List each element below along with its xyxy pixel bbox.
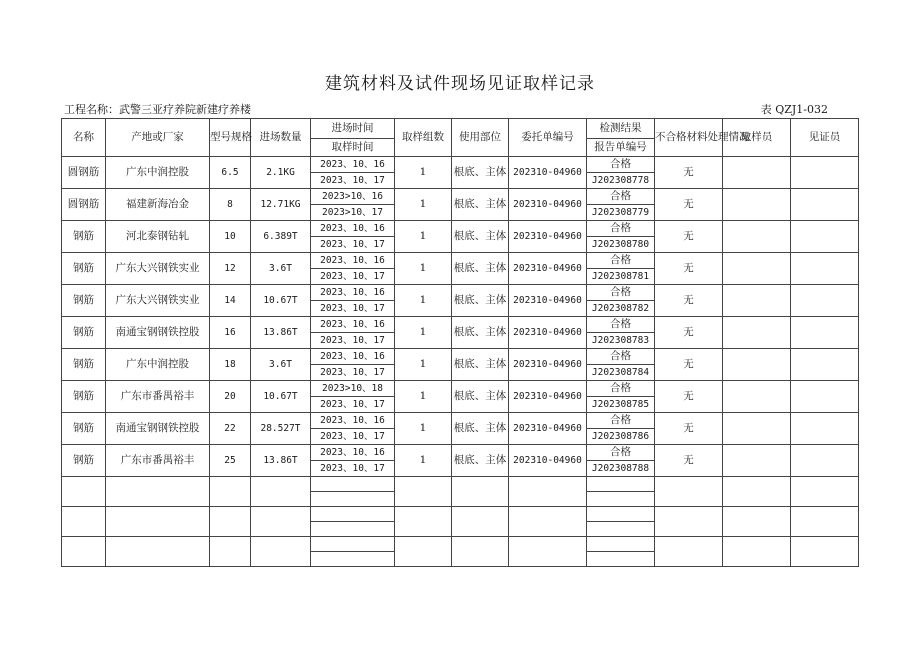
cell-qty: 6.389T [251, 221, 311, 253]
cell-location: 根底、主体 [452, 413, 509, 445]
cell-order-no: 202310-04960 [509, 285, 587, 317]
cell-sample-time: 2023、10、17 [311, 173, 395, 189]
table-header [62, 119, 859, 157]
project-name: 工程名称：武警三亚疗养院新建疗养楼 [64, 103, 251, 116]
cell-qty: 2.1KG [251, 157, 311, 189]
empty-cell [791, 477, 859, 507]
form-code: 表 QZJ1-032 [760, 103, 828, 116]
cell-order-no: 202310-04960 [509, 445, 587, 477]
cell-groups: 1 [395, 189, 452, 221]
empty-cell [655, 507, 723, 537]
cell-name: 钢筋 [62, 413, 106, 445]
cell-report-no: J202308779 [587, 205, 655, 221]
cell-report-no: J202308780 [587, 237, 655, 253]
cell-location: 根底、主体 [452, 349, 509, 381]
empty-cell [655, 537, 723, 567]
cell-name: 钢筋 [62, 253, 106, 285]
cell-entry-time: 2023、10、16 [311, 317, 395, 333]
cell-model: 8 [210, 189, 251, 221]
cell-result: 合格 [587, 445, 655, 461]
col-groups: 取样组数 [395, 119, 452, 157]
cell-witness [791, 221, 859, 253]
cell-witness [791, 157, 859, 189]
cell-nonconform: 无 [655, 157, 723, 189]
cell-location: 根底、主体 [452, 221, 509, 253]
cell-location: 根底、主体 [452, 157, 509, 189]
cell-report-no: J202308781 [587, 269, 655, 285]
cell-model: 16 [210, 317, 251, 349]
col-name: 名称 [62, 119, 106, 157]
empty-cell [723, 507, 791, 537]
cell-result: 合格 [587, 317, 655, 333]
cell-witness [791, 349, 859, 381]
empty-cell [452, 507, 509, 537]
cell-origin: 河北泰钢钻轧 [106, 221, 210, 253]
cell-sample-time: 2023、10、17 [311, 237, 395, 253]
empty-cell [311, 537, 395, 552]
cell-report-no: J202308782 [587, 301, 655, 317]
cell-sample-time: 2023>10、17 [311, 205, 395, 221]
cell-sampler [723, 349, 791, 381]
col-order-no: 委托单编号 [509, 119, 587, 157]
empty-cell [791, 537, 859, 567]
cell-order-no: 202310-04960 [509, 253, 587, 285]
col-sample-time: 取样时间 [311, 139, 395, 157]
cell-report-no: J202308788 [587, 461, 655, 477]
empty-cell [311, 552, 395, 567]
cell-model: 12 [210, 253, 251, 285]
table-row [62, 253, 859, 269]
cell-nonconform: 无 [655, 413, 723, 445]
cell-result: 合格 [587, 221, 655, 237]
col-report-no: 报告单编号 [587, 139, 655, 157]
table-row [62, 381, 859, 397]
cell-qty: 3.6T [251, 253, 311, 285]
cell-name: 钢筋 [62, 317, 106, 349]
cell-groups: 1 [395, 253, 452, 285]
cell-order-no: 202310-04960 [509, 349, 587, 381]
table-row [62, 349, 859, 365]
empty-row [62, 507, 859, 522]
cell-origin: 福建新海冶金 [106, 189, 210, 221]
cell-sampler [723, 253, 791, 285]
cell-witness [791, 445, 859, 477]
cell-name: 钢筋 [62, 381, 106, 413]
table-row [62, 221, 859, 237]
cell-result: 合格 [587, 157, 655, 173]
cell-qty: 28.527T [251, 413, 311, 445]
cell-groups: 1 [395, 445, 452, 477]
empty-cell [311, 522, 395, 537]
cell-report-no: J202308778 [587, 173, 655, 189]
col-qty: 进场数量 [251, 119, 311, 157]
cell-entry-time: 2023>10、18 [311, 381, 395, 397]
cell-groups: 1 [395, 285, 452, 317]
cell-origin: 广东大兴钢铁实业 [106, 285, 210, 317]
empty-cell [587, 537, 655, 552]
cell-sampler [723, 189, 791, 221]
cell-sample-time: 2023、10、17 [311, 333, 395, 349]
cell-result: 合格 [587, 285, 655, 301]
cell-result: 合格 [587, 253, 655, 269]
empty-row [62, 477, 859, 492]
empty-cell [62, 537, 106, 567]
cell-groups: 1 [395, 413, 452, 445]
cell-location: 根底、主体 [452, 317, 509, 349]
col-result: 检测结果 [587, 119, 655, 139]
cell-name: 钢筋 [62, 221, 106, 253]
cell-model: 20 [210, 381, 251, 413]
cell-qty: 10.67T [251, 285, 311, 317]
cell-sample-time: 2023、10、17 [311, 429, 395, 445]
cell-entry-time: 2023、10、16 [311, 413, 395, 429]
cell-sample-time: 2023、10、17 [311, 301, 395, 317]
cell-groups: 1 [395, 349, 452, 381]
cell-order-no: 202310-04960 [509, 189, 587, 221]
cell-name: 圆钢筋 [62, 189, 106, 221]
cell-report-no: J202308786 [587, 429, 655, 445]
col-entry-time: 进场时间 [311, 119, 395, 139]
cell-nonconform: 无 [655, 253, 723, 285]
empty-cell [311, 492, 395, 507]
cell-nonconform: 无 [655, 189, 723, 221]
cell-entry-time: 2023、10、16 [311, 253, 395, 269]
cell-report-no: J202308784 [587, 365, 655, 381]
empty-cell [723, 477, 791, 507]
cell-qty: 12.71KG [251, 189, 311, 221]
table-body [62, 157, 859, 567]
cell-witness [791, 413, 859, 445]
cell-result: 合格 [587, 189, 655, 205]
cell-witness [791, 285, 859, 317]
cell-order-no: 202310-04960 [509, 221, 587, 253]
cell-origin: 广东中润控股 [106, 349, 210, 381]
empty-cell [655, 477, 723, 507]
cell-result: 合格 [587, 349, 655, 365]
cell-report-no: J202308783 [587, 333, 655, 349]
cell-location: 根底、主体 [452, 381, 509, 413]
cell-qty: 13.86T [251, 445, 311, 477]
cell-sample-time: 2023、10、17 [311, 269, 395, 285]
cell-name: 钢筋 [62, 349, 106, 381]
cell-location: 根底、主体 [452, 285, 509, 317]
table-row [62, 157, 859, 173]
cell-model: 22 [210, 413, 251, 445]
cell-sampler [723, 413, 791, 445]
empty-cell [210, 537, 251, 567]
cell-entry-time: 2023、10、16 [311, 221, 395, 237]
cell-origin: 南通宝钢钢铁控股 [106, 413, 210, 445]
cell-nonconform: 无 [655, 221, 723, 253]
cell-entry-time: 2023、10、16 [311, 445, 395, 461]
empty-cell [311, 477, 395, 492]
page-title: 建筑材料及试件现场见证取样记录 [325, 74, 595, 94]
empty-cell [452, 537, 509, 567]
col-model: 型号规格 [210, 119, 251, 157]
empty-cell [452, 477, 509, 507]
cell-sample-time: 2023、10、17 [311, 461, 395, 477]
cell-result: 合格 [587, 413, 655, 429]
cell-origin: 广东中润控股 [106, 157, 210, 189]
cell-report-no: J202308785 [587, 397, 655, 413]
cell-qty: 10.67T [251, 381, 311, 413]
cell-model: 10 [210, 221, 251, 253]
sampling-record-table [61, 118, 859, 567]
cell-name: 圆钢筋 [62, 157, 106, 189]
cell-order-no: 202310-04960 [509, 157, 587, 189]
cell-nonconform: 无 [655, 285, 723, 317]
table-row [62, 413, 859, 429]
cell-qty: 3.6T [251, 349, 311, 381]
col-nonconform: 不合格材料处理情况 [655, 119, 723, 157]
cell-sampler [723, 285, 791, 317]
cell-entry-time: 2023、10、16 [311, 285, 395, 301]
cell-sampler [723, 221, 791, 253]
cell-order-no: 202310-04960 [509, 413, 587, 445]
col-origin: 产地或厂家 [106, 119, 210, 157]
table-row [62, 189, 859, 205]
col-location: 使用部位 [452, 119, 509, 157]
cell-name: 钢筋 [62, 285, 106, 317]
cell-name: 钢筋 [62, 445, 106, 477]
cell-origin: 广东大兴钢铁实业 [106, 253, 210, 285]
cell-location: 根底、主体 [452, 253, 509, 285]
col-sampler: 取样员 [723, 119, 791, 157]
empty-cell [587, 492, 655, 507]
empty-cell [311, 507, 395, 522]
cell-entry-time: 2023、10、16 [311, 157, 395, 173]
empty-cell [509, 537, 587, 567]
cell-location: 根底、主体 [452, 445, 509, 477]
cell-sampler [723, 317, 791, 349]
empty-cell [210, 477, 251, 507]
cell-groups: 1 [395, 157, 452, 189]
empty-cell [251, 537, 311, 567]
cell-nonconform: 无 [655, 349, 723, 381]
empty-cell [62, 507, 106, 537]
empty-cell [395, 507, 452, 537]
cell-order-no: 202310-04960 [509, 381, 587, 413]
cell-entry-time: 2023>10、16 [311, 189, 395, 205]
empty-cell [587, 522, 655, 537]
empty-cell [587, 552, 655, 567]
cell-order-no: 202310-04960 [509, 317, 587, 349]
empty-cell [251, 477, 311, 507]
empty-cell [210, 507, 251, 537]
cell-nonconform: 无 [655, 445, 723, 477]
cell-result: 合格 [587, 381, 655, 397]
cell-nonconform: 无 [655, 381, 723, 413]
cell-location: 根底、主体 [452, 189, 509, 221]
cell-groups: 1 [395, 381, 452, 413]
cell-witness [791, 189, 859, 221]
empty-cell [723, 537, 791, 567]
empty-cell [509, 477, 587, 507]
cell-model: 25 [210, 445, 251, 477]
cell-sampler [723, 157, 791, 189]
cell-witness [791, 253, 859, 285]
cell-origin: 广东市番禺裕丰 [106, 381, 210, 413]
table-row [62, 285, 859, 301]
empty-cell [395, 537, 452, 567]
empty-cell [251, 507, 311, 537]
cell-groups: 1 [395, 221, 452, 253]
cell-sampler [723, 445, 791, 477]
empty-cell [395, 477, 452, 507]
cell-witness [791, 381, 859, 413]
cell-nonconform: 无 [655, 317, 723, 349]
cell-qty: 13.86T [251, 317, 311, 349]
empty-cell [509, 507, 587, 537]
cell-sample-time: 2023、10、17 [311, 397, 395, 413]
table-row [62, 317, 859, 333]
cell-groups: 1 [395, 317, 452, 349]
empty-cell [62, 477, 106, 507]
cell-model: 18 [210, 349, 251, 381]
empty-cell [106, 537, 210, 567]
table-row [62, 445, 859, 461]
empty-cell [587, 507, 655, 522]
cell-origin: 南通宝钢钢铁控股 [106, 317, 210, 349]
cell-entry-time: 2023、10、16 [311, 349, 395, 365]
cell-origin: 广东市番禺裕丰 [106, 445, 210, 477]
cell-model: 14 [210, 285, 251, 317]
cell-sampler [723, 381, 791, 413]
empty-cell [106, 507, 210, 537]
empty-cell [106, 477, 210, 507]
empty-cell [791, 507, 859, 537]
empty-row [62, 537, 859, 552]
col-witness: 见证员 [791, 119, 859, 157]
cell-model: 6.5 [210, 157, 251, 189]
cell-witness [791, 317, 859, 349]
empty-cell [587, 477, 655, 492]
cell-sample-time: 2023、10、17 [311, 365, 395, 381]
